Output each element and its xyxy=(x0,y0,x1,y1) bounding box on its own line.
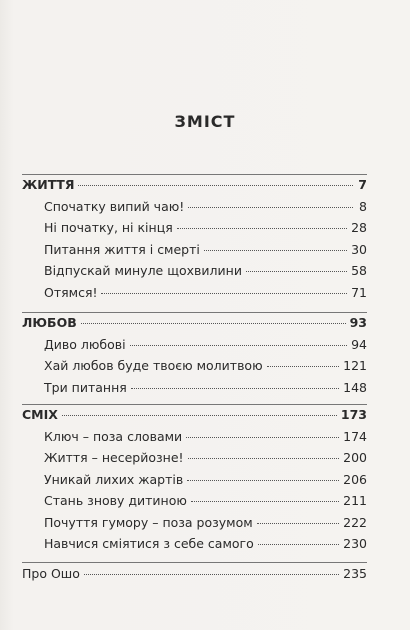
toc-heading-row[interactable] xyxy=(22,407,367,429)
toc-entry-row[interactable] xyxy=(22,493,367,515)
leader-dots xyxy=(191,500,339,502)
toc-entry-label: Питання життя і смерті xyxy=(44,241,200,257)
leader-dots xyxy=(78,184,353,186)
section-divider xyxy=(22,174,367,175)
page-number: 206 xyxy=(343,471,367,487)
toc-about-label: Про Ошо xyxy=(22,566,80,581)
toc-entry-label: Ні початку, ні кінця xyxy=(44,220,173,235)
section-divider xyxy=(22,562,367,563)
toc-heading-label: ЛЮБОВ xyxy=(22,315,77,330)
toc-entry-label: Диво любові xyxy=(44,336,126,352)
page-number: 8 xyxy=(359,198,367,214)
toc-section-about xyxy=(22,566,367,588)
toc-section-laughter xyxy=(22,407,367,558)
page-number: 58 xyxy=(351,263,367,278)
toc-entry-label: Хай любов буде твоєю молитвою xyxy=(44,358,263,373)
toc-entry-row[interactable] xyxy=(22,472,367,494)
page-number: 200 xyxy=(343,450,367,465)
page-number: 235 xyxy=(343,566,367,581)
leader-dots xyxy=(246,270,347,272)
toc-entry-label: Отямся! xyxy=(44,284,98,300)
toc-heading-row[interactable] xyxy=(22,315,367,337)
toc-entry-label: Навчися сміятися з себе самого xyxy=(44,536,254,551)
page-number: 173 xyxy=(340,407,367,422)
toc-entry-row[interactable] xyxy=(22,536,367,558)
leader-dots xyxy=(267,365,340,367)
page-number: 30 xyxy=(351,241,367,257)
toc-about-row[interactable] xyxy=(22,566,367,588)
toc-entry-row[interactable] xyxy=(22,358,367,380)
toc-entry-label: Уникай лихих жартів xyxy=(44,471,184,487)
toc-entry-label: Три питання xyxy=(44,379,127,395)
leader-dots xyxy=(131,387,339,389)
section-divider xyxy=(22,404,367,405)
toc-entry-row[interactable] xyxy=(22,285,367,307)
leader-dots xyxy=(188,206,353,208)
toc-entry-row[interactable] xyxy=(22,220,367,242)
page-number: 7 xyxy=(358,177,367,192)
page-number: 148 xyxy=(343,379,367,395)
toc-entry-row[interactable] xyxy=(22,380,367,402)
toc-entry-row[interactable] xyxy=(22,337,367,359)
leader-dots xyxy=(186,436,339,438)
page-number: 93 xyxy=(349,315,367,330)
leader-dots xyxy=(188,457,340,459)
leader-dots xyxy=(101,292,347,294)
toc-entry-label: Спочатку випий чаю! xyxy=(44,198,185,214)
leader-dots xyxy=(187,479,339,481)
toc-entry-label: Почуття гумору – поза розумом xyxy=(44,514,253,530)
toc-entry-row[interactable] xyxy=(22,429,367,451)
leader-dots xyxy=(130,344,348,346)
page-number: 28 xyxy=(351,220,367,235)
leader-dots xyxy=(62,414,337,416)
toc-entry-row[interactable] xyxy=(22,515,367,537)
toc-entry-label: Ключ – поза словами xyxy=(44,428,183,444)
toc-section-love xyxy=(22,315,367,401)
page-number: 230 xyxy=(343,536,367,551)
leader-dots xyxy=(84,573,339,575)
toc-title: ЗМІСТ xyxy=(174,112,236,131)
toc-heading-label: ЖИТТЯ xyxy=(22,177,75,192)
page-number: 121 xyxy=(343,358,367,373)
toc-entry-label: Стань знову дитиною xyxy=(44,493,187,508)
toc-heading-label: СМІХ xyxy=(22,407,58,422)
page-number: 211 xyxy=(343,493,367,508)
toc-heading-row[interactable] xyxy=(22,177,367,199)
leader-dots xyxy=(258,543,339,545)
leader-dots xyxy=(177,227,347,229)
page-number: 71 xyxy=(351,284,367,300)
page-number: 222 xyxy=(343,514,367,530)
leader-dots xyxy=(257,522,339,524)
toc-entry-row[interactable] xyxy=(22,450,367,472)
toc-section-life xyxy=(22,177,367,306)
leader-dots xyxy=(204,249,347,251)
leader-dots xyxy=(81,322,346,324)
toc-entry-label: Життя – несерйозне! xyxy=(44,450,184,465)
toc-entry-row[interactable] xyxy=(22,242,367,264)
toc-entry-row[interactable] xyxy=(22,263,367,285)
toc-entry-label: Відпускай минуле щохвилини xyxy=(44,263,242,278)
page-number: 94 xyxy=(351,336,367,352)
toc-entry-row[interactable] xyxy=(22,199,367,221)
page-number: 174 xyxy=(343,428,367,444)
section-divider xyxy=(22,312,367,313)
